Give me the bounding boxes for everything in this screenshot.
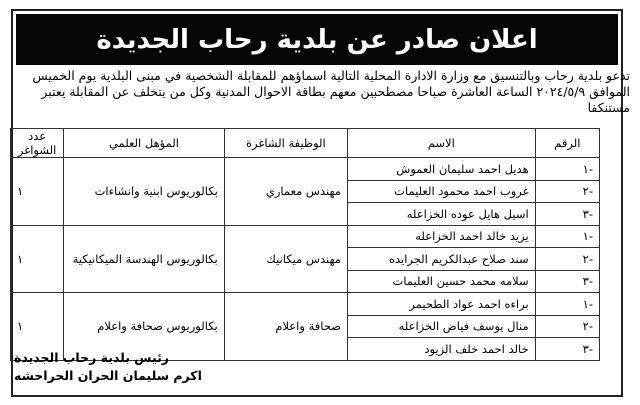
row-number: -٢ <box>535 248 599 271</box>
candidate-name: خالد احمد خلف الزيود <box>347 338 535 361</box>
intro-paragraph: تدعو بلدية رحاب وبالتنسيق مع وزارة الادارة المحلية التالية اسماؤهم للمقابلة الشخصية في مبنى البلدية يوم الخميس الموافق ٢٠٢٤/٥/٩ الساعة العاشرة صباحا مصطحبين معهم بطاقة الاحوال المدنية وكل من يتخلف عن المقابلة يعتبر مستنكفا <box>32 68 630 115</box>
candidate-name: اسيل هايل عوده الخزاعله <box>347 203 535 226</box>
signatory-position: رئيس بلدية رحاب الجديدة <box>14 350 169 365</box>
qualification: بكالوريوس ابنية وانشاءات <box>64 158 225 226</box>
candidates-table <box>10 128 600 361</box>
qualification: بكالوريوس صحافة واعلام <box>64 293 225 361</box>
candidate-name: غروب احمد محمود العليمات <box>347 180 535 203</box>
table-row <box>11 225 600 248</box>
row-number: -٢ <box>535 315 599 338</box>
table-header-row <box>11 129 600 158</box>
header-number: الرقم <box>535 129 599 158</box>
job-title: مهندس معماري <box>224 158 347 226</box>
header-job: الوظيفة الشاغرة <box>224 129 347 158</box>
vacancy-count: ١ <box>11 158 64 226</box>
row-number: -١ <box>535 225 599 248</box>
job-title: مهندس ميكانيك <box>224 225 347 293</box>
row-number: -١ <box>535 158 599 181</box>
candidate-name: منال يوسف فياض الخزاعله <box>347 315 535 338</box>
row-number: -٢ <box>535 180 599 203</box>
row-number: -٣ <box>535 338 599 361</box>
job-title: صحافة واعلام <box>224 293 347 361</box>
header-vacancies: عدد الشواغر <box>11 129 64 158</box>
table-row <box>11 293 600 316</box>
header-qualification: المؤهل العلمي <box>64 129 225 158</box>
candidate-name: هديل احمد سليمان العموش <box>347 158 535 181</box>
candidate-name: يزيد خالد احمد الخزاعله <box>347 225 535 248</box>
row-number: -٣ <box>535 270 599 293</box>
candidate-name: سلامه محمد حسين العليمات <box>347 270 535 293</box>
signatory-name: اكرم سليمان الحران الحراحشه <box>14 368 202 383</box>
signature-block <box>14 349 202 385</box>
table-row <box>11 158 600 181</box>
header-name: الاسم <box>347 129 535 158</box>
announcement-title: اعلان صادر عن بلدية رحاب الجديدة <box>16 14 618 65</box>
candidate-name: براءه احمد عواد الطحيمر <box>347 293 535 316</box>
vacancy-count: ١ <box>11 225 64 293</box>
row-number: -٣ <box>535 203 599 226</box>
candidate-name: سند صلاح عبدالكريم الجرايده <box>347 248 535 271</box>
row-number: -١ <box>535 293 599 316</box>
vacancy-count: ١ <box>11 293 64 361</box>
qualification: بكالوريوس الهندسة الميكانيكية <box>64 225 225 293</box>
